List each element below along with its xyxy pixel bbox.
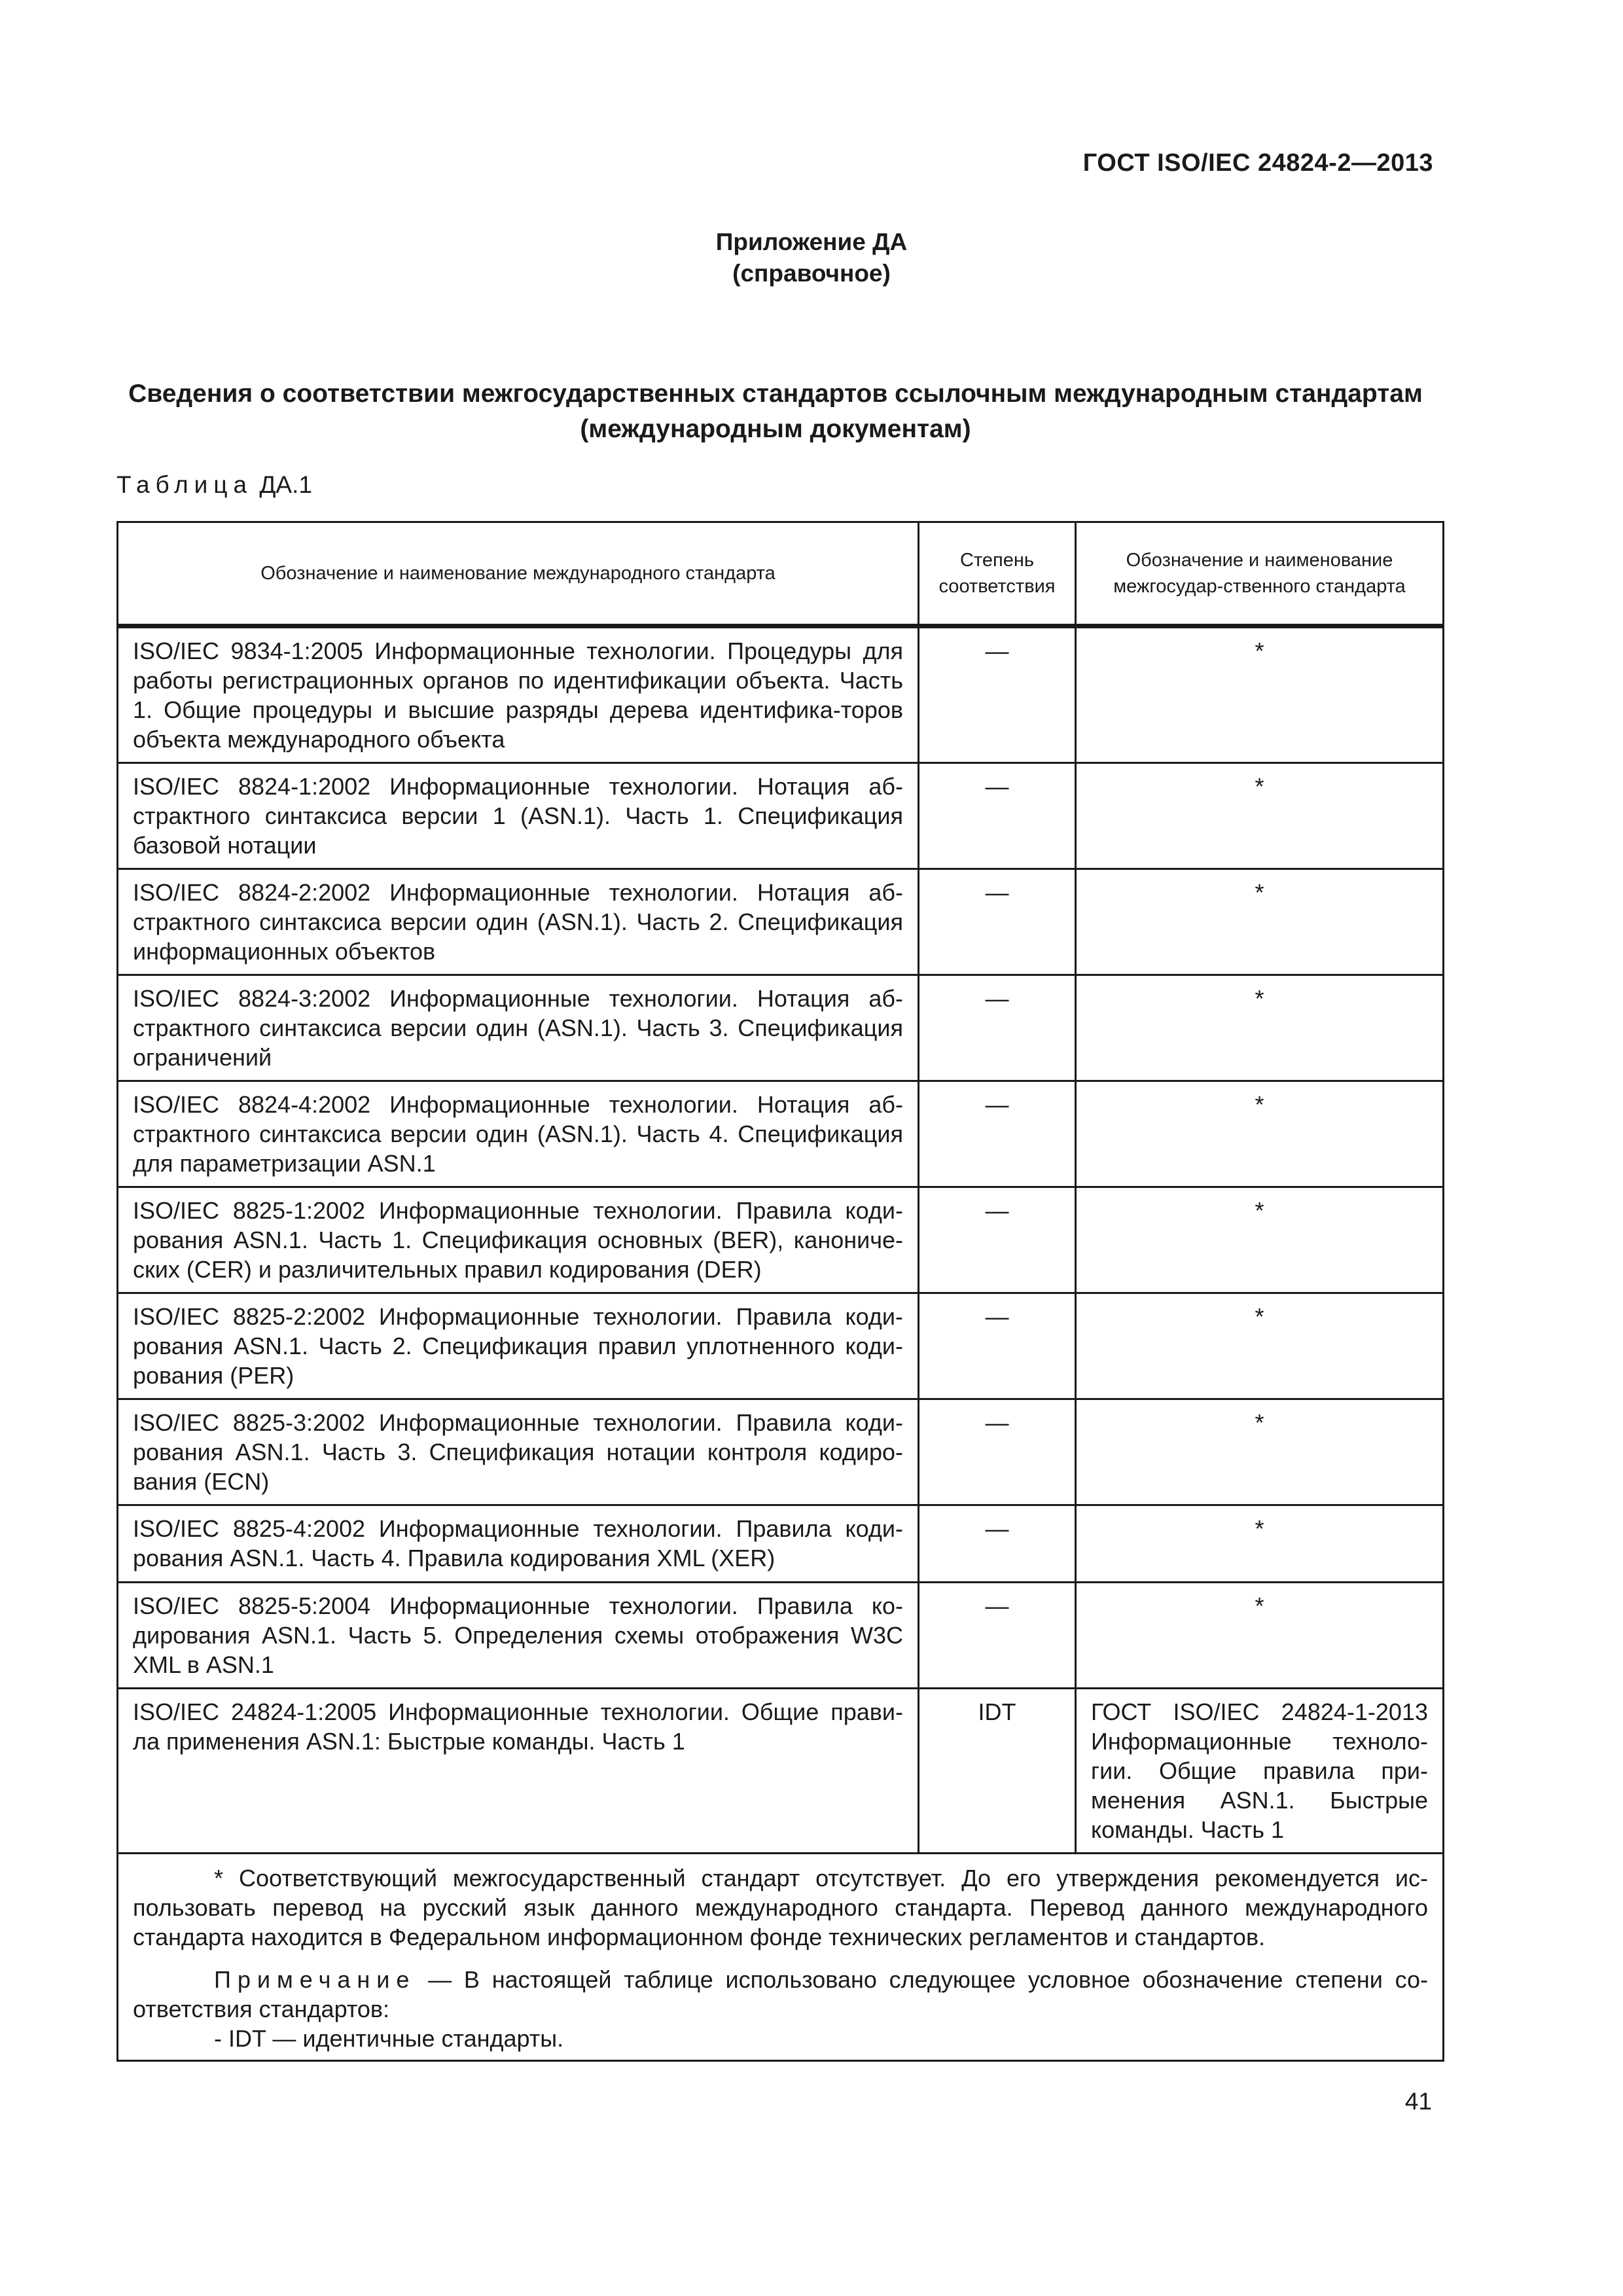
gost-standard-cell: * (1076, 869, 1444, 975)
degree-cell: IDT (919, 1689, 1076, 1854)
intl-standard-cell: ISO/IEC 8824-3:2002 Информационные технологии. Нотация аб-страктного синтаксиса версии один (ASN.1). Часть 3. Спецификация ограничений (118, 975, 919, 1081)
intl-standard-cell: ISO/IEC 8824-4:2002 Информационные технологии. Нотация аб-страктного синтаксиса версии один (ASN.1). Часть 4. Спецификация для параметризации ASN.1 (118, 1081, 919, 1187)
correspondence-table (116, 521, 1444, 2062)
degree-cell: — (919, 975, 1076, 1081)
degree-cell: — (919, 626, 1076, 763)
intl-standard-cell: ISO/IEC 8825-3:2002 Информационные технологии. Правила коди-рования ASN.1. Часть 3. Спецификация нотации контроля кодиро-вания (ECN) (118, 1399, 919, 1505)
intl-standard-cell: ISO/IEC 8825-4:2002 Информационные технологии. Правила коди-рования ASN.1. Часть 4. Правила кодирования XML (XER) (118, 1505, 919, 1583)
intl-standard-cell: ISO/IEC 24824-1:2005 Информационные технологии. Общие прави-ла применения ASN.1: Быстрые команды. Часть 1 (118, 1689, 919, 1854)
note-label: Примечание (214, 1966, 416, 1993)
gost-standard-cell: * (1076, 1583, 1444, 1689)
table-row (118, 763, 1444, 869)
table-row (118, 1399, 1444, 1505)
intl-standard-cell: ISO/IEC 8825-2:2002 Информационные технологии. Правила коди-рования ASN.1. Часть 2. Спецификация правил уплотненного коди-рования (PER) (118, 1293, 919, 1399)
section-heading: Сведения о соответствии межгосударственных стандартов ссылочным международным стандартам (международным документам) (128, 380, 1423, 443)
appendix-title: Приложение ДА (715, 228, 908, 255)
appendix-subtitle: (справочное) (732, 260, 891, 287)
table-row (118, 626, 1444, 763)
degree-cell: — (919, 763, 1076, 869)
header-intl-standard: Обозначение и наименование международного стандарта (118, 522, 919, 626)
gost-standard-cell: * (1076, 1399, 1444, 1505)
table-row (118, 1081, 1444, 1187)
note-list-item: - IDT — идентичные стандарты. (214, 2025, 564, 2052)
degree-cell: — (919, 1399, 1076, 1505)
degree-cell: — (919, 1505, 1076, 1583)
gost-standard-cell: * (1076, 1081, 1444, 1187)
table-caption-id: ДА.1 (259, 471, 312, 498)
degree-cell: — (919, 869, 1076, 975)
table-footnote-row (118, 1854, 1444, 2061)
intl-standard-cell: ISO/IEC 8825-5:2004 Информационные технологии. Правила ко-дирования ASN.1. Часть 5. Определения схемы отображения W3C XML в ASN.1 (118, 1583, 919, 1689)
gost-standard-cell: * (1076, 1505, 1444, 1583)
gost-standard-cell: * (1076, 1293, 1444, 1399)
intl-standard-cell: ISO/IEC 8824-2:2002 Информационные технологии. Нотация аб-страктного синтаксиса версии один (ASN.1). Часть 2. Спецификация информационных объектов (118, 869, 919, 975)
gost-standard-cell: * (1076, 1187, 1444, 1293)
degree-cell: — (919, 1081, 1076, 1187)
table-caption-word: Таблица (116, 471, 253, 498)
gost-standard-cell: * (1076, 626, 1444, 763)
intl-standard-cell: ISO/IEC 8825-1:2002 Информационные технологии. Правила коди-рования ASN.1. Часть 1. Спецификация основных (BER), канониче-ских (CER) и различительных правил кодирования (DER) (118, 1187, 919, 1293)
table-row (118, 1505, 1444, 1583)
gost-standard-cell: ГОСТ ISO/IEC 24824-1-2013 Информационные техноло-гии. Общие правила при-менения ASN.1. Быстрые команды. Часть 1 (1076, 1689, 1444, 1854)
table-row (118, 1583, 1444, 1689)
degree-cell: — (919, 1583, 1076, 1689)
gost-standard-cell: * (1076, 975, 1444, 1081)
table-caption (116, 471, 312, 499)
intl-standard-cell: ISO/IEC 8824-1:2002 Информационные технологии. Нотация аб-страктного синтаксиса версии 1 (ASN.1). Часть 1. Спецификация базовой нотации (118, 763, 919, 869)
table-row (118, 1689, 1444, 1854)
table-row (118, 1187, 1444, 1293)
table-row (118, 1293, 1444, 1399)
note-text: — В настоящей таблице использовано следующее условное обозначение степени со-ответствия стандартов: (133, 1966, 1428, 2022)
header-gost-standard: Обозначение и наименование межгосудар-ственного стандарта (1076, 522, 1444, 626)
note-paragraph (133, 1965, 1428, 2024)
footnote-text: * Соответствующий межгосударственный стандарт отсутствует. До его утверждения рекомендуется ис-пользовать перевод на русский язык данного международного стандарта. Перевод данного международного стандарта находится в Федеральном информационном фонде технических регламентов и стандартов. (133, 1865, 1428, 1950)
gost-standard-cell: * (1076, 763, 1444, 869)
header-degree: Степень соответствия (919, 522, 1076, 626)
table-header-row (118, 522, 1444, 626)
table-row (118, 869, 1444, 975)
degree-cell: — (919, 1187, 1076, 1293)
degree-cell: — (919, 1293, 1076, 1399)
table-row (118, 975, 1444, 1081)
table-footnote-cell (118, 1854, 1444, 2061)
document-code: ГОСТ ISO/IEC 24824-2—2013 (1082, 149, 1433, 177)
intl-standard-cell: ISO/IEC 9834-1:2005 Информационные технологии. Процедуры для работы регистрационных органов по идентификации объекта. Часть 1. Общие процедуры и высшие разряды дерева идентифика-торов объекта международного объекта (118, 626, 919, 763)
page-number: 41 (1404, 2088, 1432, 2115)
appendix-block (0, 226, 1623, 289)
